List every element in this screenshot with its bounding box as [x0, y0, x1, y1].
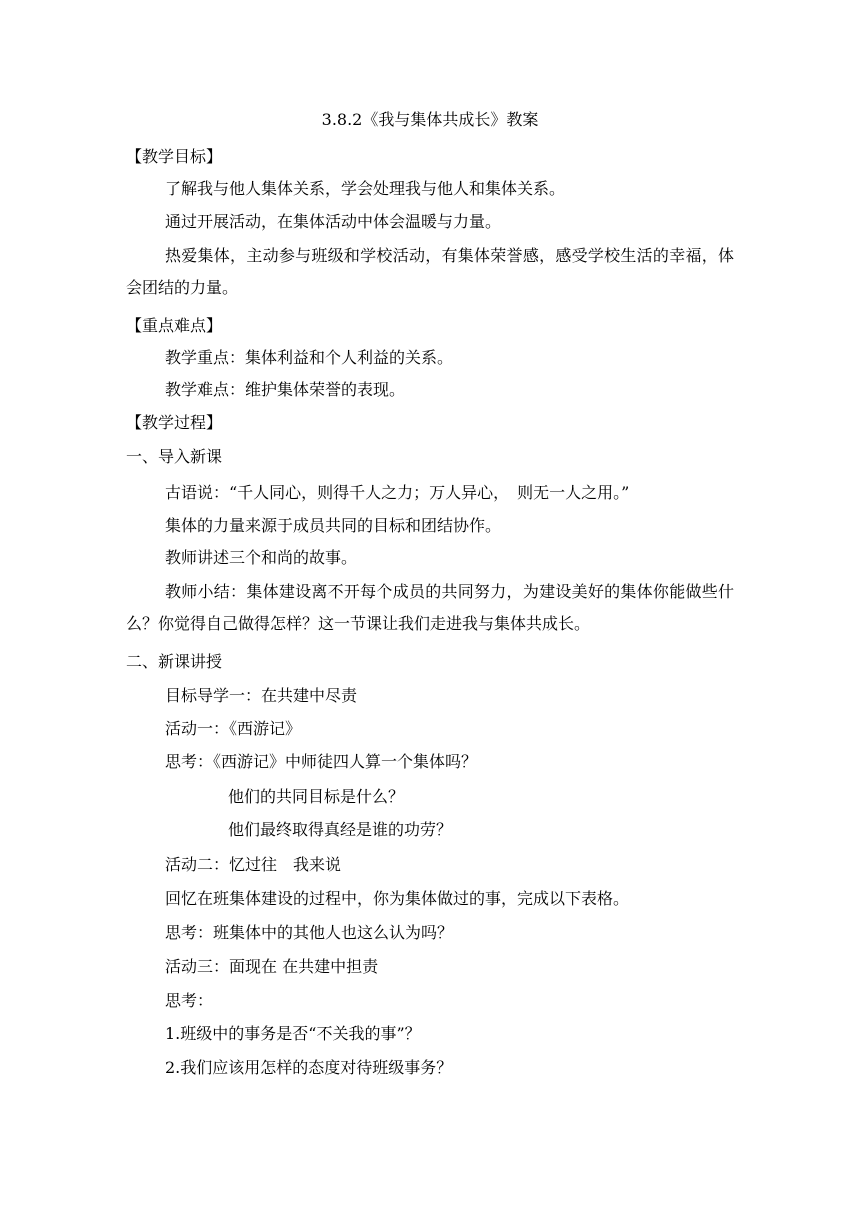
activity-3: 活动三：面现在 在共建中担责	[165, 957, 379, 976]
key-points-heading: 【重点难点】	[126, 316, 223, 335]
think-2: 思考：班集体中的其他人也这么认为吗？	[165, 923, 454, 942]
objective-3: 热爱集体，主动参与班级和学校活动，有集体荣誉感，感受学校生活的幸福，体会团结的力量。	[126, 246, 734, 297]
question-1: 1.班级中的事务是否“不关我的事”？	[165, 1024, 421, 1043]
goal-1: 目标导学一：在共建中尽责	[165, 686, 358, 705]
objective-2: 通过开展活动，在集体活动中体会温暖与力量。	[165, 212, 502, 231]
section-1-heading: 一、导入新课	[126, 447, 223, 466]
objectives-heading: 【教学目标】	[126, 147, 223, 166]
teaching-focus: 教学重点：集体利益和个人利益的关系。	[165, 348, 454, 367]
ancient-quote: 古语说：“千人同心，则得千人之力；万人异心， 则无一人之用。”	[165, 483, 630, 502]
think-1-question-2: 他们的共同目标是什么？	[228, 787, 405, 806]
section-2-heading: 二、新课讲授	[126, 652, 223, 671]
activity-1: 活动一：《西游记》	[165, 719, 302, 738]
objective-1: 了解我与他人集体关系，学会处理我与他人和集体关系。	[165, 179, 566, 198]
intro-line-2: 集体的力量来源于成员共同的目标和团结协作。	[165, 516, 502, 535]
activity-2: 活动二：忆过往 我来说	[165, 855, 342, 874]
question-2: 2.我们应该用怎样的态度对待班级事务？	[165, 1058, 453, 1077]
recall-instruction: 回忆在班集体建设的过程中，你为集体做过的事，完成以下表格。	[165, 889, 630, 908]
teaching-difficulty: 教学难点：维护集体荣誉的表现。	[165, 380, 406, 399]
intro-line-3: 教师讲述三个和尚的故事。	[165, 548, 358, 567]
document-title: 3.8.2《我与集体共成长》教案	[321, 110, 539, 129]
teacher-summary: 教师小结：集体建设离不开每个成员的共同努力，为建设美好的集体你能做些什么？你觉得自己做得怎样？这一节课让我们走进我与集体共成长。	[126, 582, 734, 633]
think-1: 思考：《西游记》中师徒四人算一个集体吗？	[165, 752, 478, 771]
think-1-question-3: 他们最终取得真经是谁的功劳？	[228, 820, 453, 839]
think-3-label: 思考：	[165, 991, 214, 1010]
process-heading: 【教学过程】	[126, 413, 223, 432]
